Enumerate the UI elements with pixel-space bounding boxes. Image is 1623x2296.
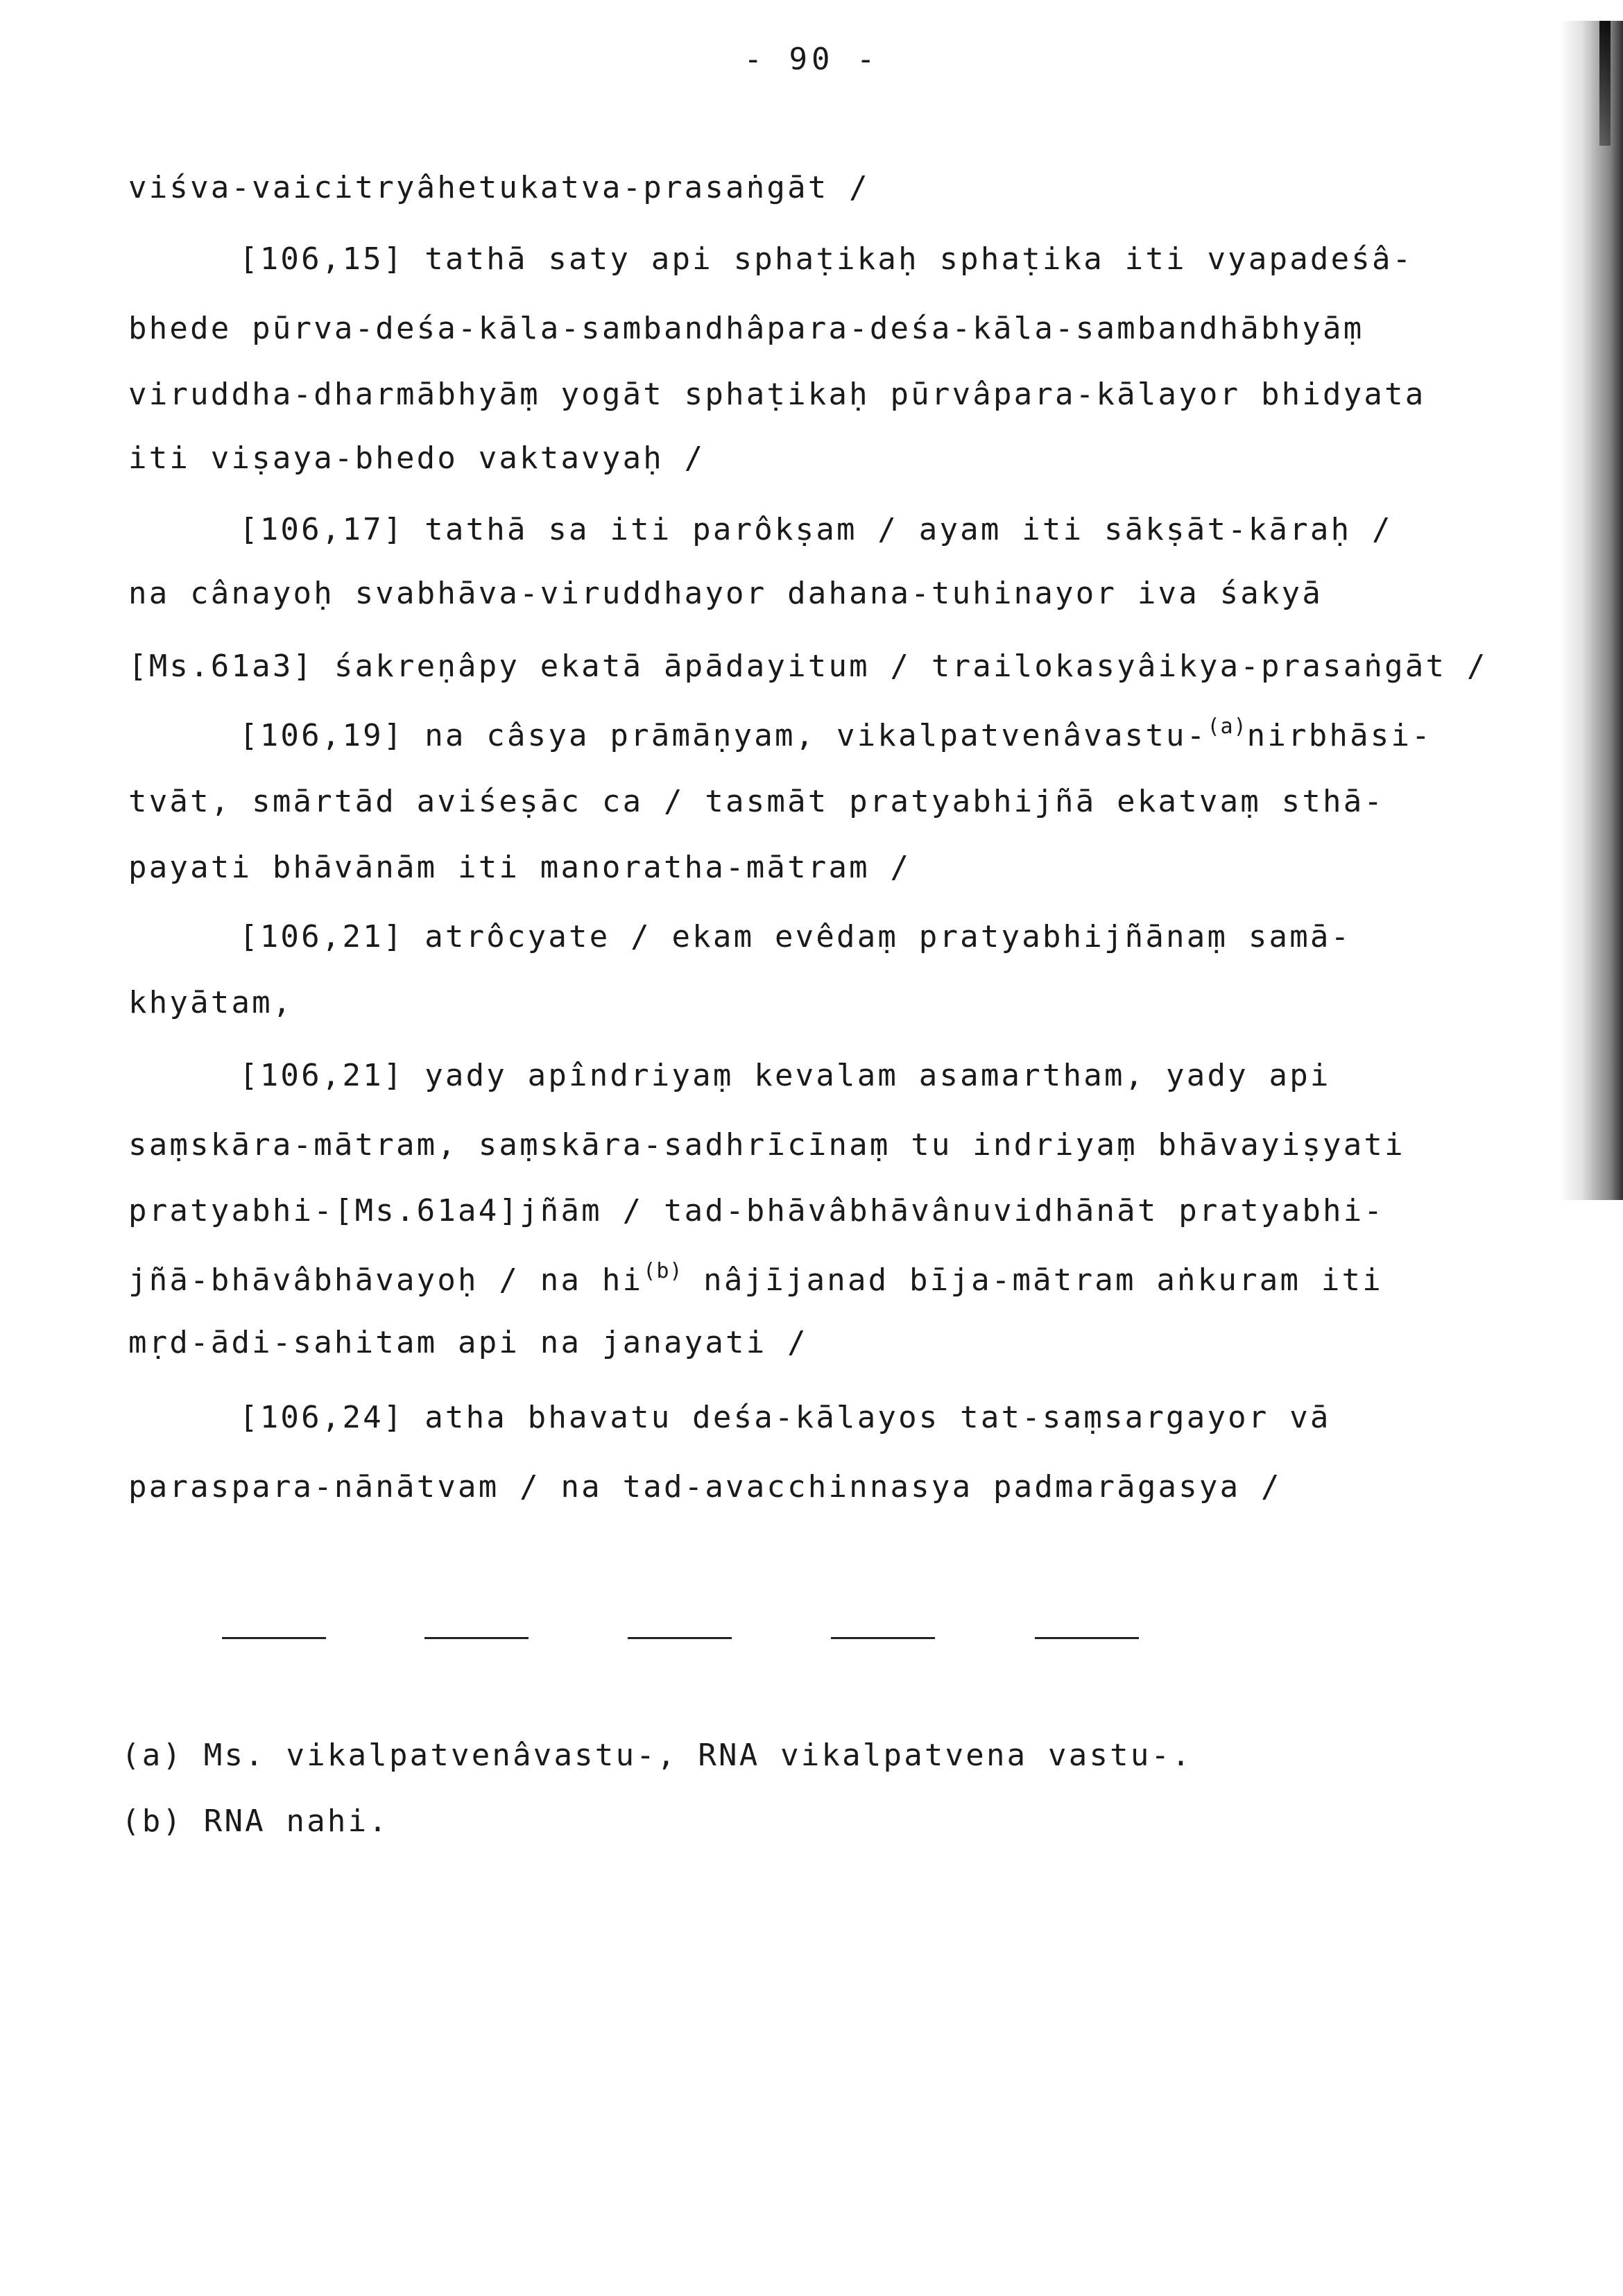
- text-line: tvāt, smārtād aviśeṣāc ca / tasmāt pratyabhijñā ekatvaṃ sthā-: [128, 784, 1385, 819]
- text-line: bhede pūrva-deśa-kāla-sambandhâpara-deśa-kāla-sambandhābhyāṃ: [128, 311, 1364, 346]
- text-segment: [106,19] na câsya prāmāṇyam, vikalpatvenâvastu-: [239, 718, 1208, 753]
- footnote-a: (a) Ms. vikalpatvenâvastu-, RNA vikalpatvena vastu-.: [121, 1738, 1192, 1773]
- text-line: [106,24] atha bhavatu deśa-kālayos tat-saṃsargayor vā: [239, 1400, 1331, 1435]
- footnote-separator-dash: [831, 1637, 935, 1639]
- text-line: na cânayoḥ svabhāva-viruddhayor dahana-tuhinayor iva śakyā: [128, 576, 1323, 611]
- text-line: khyātam,: [128, 985, 293, 1020]
- text-line: pratyabhi-[Ms.61a4]jñām / tad-bhāvâbhāvânuvidhānāt pratyabhi-: [128, 1193, 1385, 1228]
- text-line: [239, 714, 1432, 753]
- text-segment: nirbhāsi-: [1246, 718, 1432, 753]
- footnote-separator-dash: [1035, 1637, 1139, 1639]
- text-line: [Ms.61a3] śakreṇâpy ekatā āpādayitum / trailokasyâikya-prasaṅgāt /: [128, 649, 1488, 684]
- footnote-marker-a: (a): [1207, 714, 1247, 739]
- text-line: viśva-vaicitryâhetukatva-prasaṅgāt /: [128, 170, 870, 205]
- text-line: mṛd-ādi-sahitam api na janayati /: [128, 1325, 808, 1360]
- text-line: viruddha-dharmābhyāṃ yogāt sphaṭikaḥ pūrvâpara-kālayor bhidyata: [128, 377, 1426, 412]
- page-number: - 90 -: [744, 42, 879, 77]
- text-line: [106,21] yady apîndriyaṃ kevalam asamartham, yady api: [239, 1058, 1331, 1093]
- text-line: iti viṣaya-bhedo vaktavyaḥ /: [128, 440, 705, 476]
- text-line: [106,15] tathā saty api sphaṭikaḥ sphaṭika iti vyapadeśâ-: [239, 241, 1414, 277]
- text-line: [106,21] atrôcyate / ekam evêdaṃ pratyabhijñānaṃ samā-: [239, 919, 1352, 954]
- footnote-separator-dash: [222, 1637, 326, 1639]
- text-segment: nâjījanad bīja-mātram aṅkuram iti: [682, 1262, 1383, 1298]
- footnote-marker-b: (b): [643, 1259, 683, 1283]
- text-line: payati bhāvānām iti manoratha-mātram /: [128, 850, 911, 885]
- footnote-separator-dash: [628, 1637, 732, 1639]
- text-line: [106,17] tathā sa iti parôkṣam / ayam iti sākṣāt-kāraḥ /: [239, 512, 1393, 547]
- text-segment: jñā-bhāvâbhāvayoḥ / na hi: [128, 1262, 644, 1298]
- footnote-separator-dash: [424, 1637, 529, 1639]
- footnote-b: (b) RNA nahi.: [121, 1804, 389, 1839]
- text-line: paraspara-nānātvam / na tad-avacchinnasya padmarāgasya /: [128, 1469, 1282, 1505]
- text-line: saṃskāra-mātram, saṃskāra-sadhrīcīnaṃ tu indriyaṃ bhāvayiṣyati: [128, 1127, 1405, 1163]
- binding-shadow: [1559, 21, 1623, 1200]
- text-line: [128, 1259, 1383, 1298]
